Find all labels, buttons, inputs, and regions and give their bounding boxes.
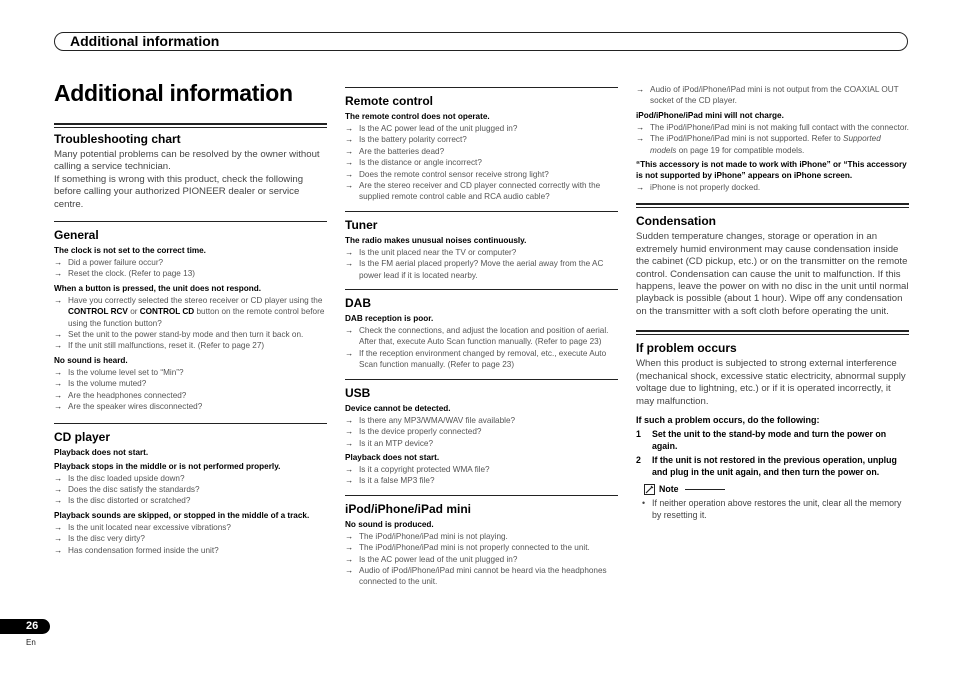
- answer: → Did a power failure occur?: [54, 258, 164, 268]
- arrow-icon: →: [54, 473, 63, 483]
- dab-heading: DAB: [345, 296, 371, 311]
- tuner-heading: Tuner: [345, 217, 378, 232]
- question: The radio makes unusual noises continuously.: [345, 235, 527, 245]
- arrow-icon: →: [54, 496, 63, 506]
- section-rule: [54, 221, 327, 222]
- answer: → Is the AC power lead of the unit plugged in?: [345, 554, 518, 564]
- question: The remote control does not operate.: [345, 112, 490, 121]
- arrow-icon: →: [54, 379, 63, 389]
- condensation-heading: Condensation: [636, 214, 716, 229]
- condensation-body: Sudden temperature changes, storage or operation in an extremely humid environment may cause condensation inside the cabinet (CD pickup, etc.) or on the transmitter on the remote control. Condensation can cause the unit to malfunction. If this happens, leave the power on with no disc in the unit until normal playback is possible (about 1 hour). Wipe off any condensation on the transmitter with a soft cloth before operating the unit.: [636, 231, 909, 317]
- column-middle: [345, 87, 618, 588]
- arrow-icon: →: [54, 367, 63, 377]
- arrow-icon: →: [345, 427, 354, 437]
- answer: → Is the disc loaded upside down?: [54, 473, 185, 483]
- answer: → Is the AC power lead of the unit plugged in?: [345, 124, 518, 133]
- answer: → The iPod/iPhone/iPad mini is not supported. Refer to Supported models on page 19 for compatible models.: [636, 134, 881, 155]
- arrow-icon: →: [345, 476, 354, 486]
- step-1: 1 Set the unit to the stand-by mode and turn the power on again.: [636, 428, 887, 451]
- answer: → Is it a copyright protected WMA file?: [345, 464, 490, 474]
- question: Playback does not start.: [345, 452, 440, 462]
- troubleshooting-intro: Many potential problems can be resolved by the owner without calling a service technician.: [54, 149, 320, 173]
- answer: → Are the headphones connected?: [54, 390, 187, 400]
- answer: → Does the disc satisfy the standards?: [54, 484, 200, 494]
- question: Playback does not start.: [54, 447, 149, 457]
- section-rule: [54, 423, 327, 424]
- step-2: 2 If the unit is not restored in the previous operation, unplug and plug in the unit again, and then turn the power on.: [636, 454, 897, 477]
- arrow-icon: →: [345, 169, 354, 179]
- answer: → iPhone is not properly docked.: [636, 183, 761, 193]
- answer: → Is the battery polarity correct?: [345, 135, 467, 145]
- arrow-icon: →: [345, 146, 354, 156]
- troubleshooting-heading: Troubleshooting chart: [54, 132, 181, 146]
- answer: → Audio of iPod/iPhone/iPad mini is not output from the COAXIAL OUT socket of the CD player.: [636, 85, 899, 106]
- question: “This accessory is not made to work with iPhone” or “This accessory is not supported by iPhone” appears on iPhone screen.: [636, 160, 907, 181]
- answer: → Set the unit to the power stand-by mode and then turn it back on.: [54, 330, 304, 340]
- arrow-icon: →: [54, 269, 63, 279]
- remote-heading: Remote control: [345, 94, 434, 108]
- arrow-icon: →: [54, 330, 63, 340]
- section-rule: [345, 211, 618, 212]
- note-pen-icon: [644, 484, 655, 495]
- arrow-icon: →: [54, 484, 63, 494]
- column-right: [636, 84, 909, 521]
- answer: → The iPod/iPhone/iPad mini is not making full contact with the connector.: [636, 122, 909, 132]
- arrow-icon: →: [345, 415, 354, 425]
- note-underline: [685, 489, 725, 490]
- answer: → Is the disc distorted or scratched?: [54, 496, 191, 506]
- column-left: [54, 123, 327, 556]
- arrow-icon: →: [345, 565, 354, 575]
- arrow-icon: →: [345, 348, 354, 358]
- section-rule: [345, 289, 618, 290]
- answer: → Is the disc very dirty?: [54, 534, 145, 544]
- answer: → Is it an MTP device?: [345, 438, 434, 448]
- answer: → The iPod/iPhone/iPad mini is not properly connected to the unit.: [345, 543, 590, 553]
- arrow-icon: →: [345, 554, 354, 564]
- arrow-icon: →: [345, 135, 354, 145]
- section-rule: [636, 330, 909, 335]
- arrow-icon: →: [54, 295, 63, 305]
- answer: → Are the speaker wires disconnected?: [54, 402, 203, 412]
- question: Device cannot be detected.: [345, 403, 451, 413]
- answer: → Does the remote control sensor receive strong light?: [345, 169, 549, 179]
- arrow-icon: →: [54, 545, 63, 555]
- answer: → Is the device properly connected?: [345, 427, 482, 437]
- arrow-icon: →: [636, 183, 645, 193]
- question: iPod/iPhone/iPad mini will not charge.: [636, 110, 784, 120]
- ipod-heading: iPod/iPhone/iPad mini: [345, 501, 472, 516]
- question: Playback stops in the middle or is not performed properly.: [54, 461, 281, 471]
- arrow-icon: →: [636, 134, 645, 144]
- page-number: 26: [0, 619, 50, 634]
- arrow-icon: →: [345, 181, 354, 191]
- answer: → Is the volume muted?: [54, 379, 147, 389]
- arrow-icon: →: [345, 247, 354, 257]
- answer: → Audio of iPod/iPhone/iPad mini cannot be heard via the headphones connected to the unit.: [345, 565, 607, 587]
- arrow-icon: →: [636, 85, 645, 94]
- arrow-icon: →: [54, 522, 63, 532]
- arrow-icon: →: [54, 402, 63, 412]
- header-title: Additional information: [70, 33, 220, 49]
- question: Playback sounds are skipped, or stopped in the middle of a track.: [54, 510, 310, 520]
- note-bullet: • If neither operation above restores the unit, clear all the memory by resetting it.: [642, 497, 902, 520]
- question: When a button is pressed, the unit does not respond.: [54, 283, 261, 293]
- arrow-icon: →: [54, 390, 63, 400]
- answer: → Is there any MP3/WMA/WAV file available?: [345, 415, 516, 425]
- usb-heading: USB: [345, 385, 371, 400]
- answer: → Are the stereo receiver and CD player connected correctly with the supplied remote control cable and RCA audio cable?: [345, 181, 601, 202]
- section-rule: [345, 379, 618, 380]
- troubleshooting-advice: If something is wrong with this product, check the following before calling your authorized PIONEER dealer or service centre.: [54, 173, 304, 210]
- arrow-icon: →: [54, 534, 63, 544]
- question: DAB reception is poor.: [345, 314, 434, 324]
- arrow-icon: →: [636, 122, 645, 132]
- answer: → Is the distance or angle incorrect?: [345, 158, 482, 168]
- question: The clock is not set to the correct time.: [54, 246, 206, 256]
- answer: → Is the FM aerial placed properly? Move the aerial away from the AC power lead if it is located nearby.: [345, 259, 604, 280]
- arrow-icon: →: [345, 543, 354, 553]
- arrow-icon: →: [345, 438, 354, 448]
- answer: → Is the unit located near excessive vibrations?: [54, 522, 231, 532]
- language-code: En: [26, 638, 36, 647]
- arrow-icon: →: [345, 326, 354, 336]
- answer: → If the unit still malfunctions, reset it. (Refer to page 27): [54, 341, 265, 351]
- arrow-icon: →: [54, 258, 63, 268]
- answer: → Have you correctly selected the stereo receiver or CD player using the CONTROL RCV or CONTROL CD button on the remote control before using the function button?: [54, 295, 325, 328]
- section-rule: [636, 203, 909, 208]
- answer: → Are the batteries dead?: [345, 146, 445, 156]
- problem-heading: If problem occurs: [636, 341, 737, 356]
- arrow-icon: →: [345, 259, 354, 269]
- arrow-icon: →: [54, 341, 63, 351]
- answer: → Is the volume level set to “Min”?: [54, 367, 184, 377]
- arrow-icon: →: [345, 158, 354, 168]
- answer: → If the reception environment changed by removal, etc., execute Auto Scan function manually. (Refer to page 23): [345, 348, 607, 370]
- arrow-icon: →: [345, 124, 354, 133]
- note-label: Note: [644, 484, 909, 495]
- answer: → The iPod/iPhone/iPad mini is not playing.: [345, 531, 508, 541]
- section-rule: [345, 87, 618, 88]
- problem-subheading: If such a problem occurs, do the following:: [636, 414, 820, 425]
- question: No sound is heard.: [54, 355, 128, 365]
- general-heading: General: [54, 228, 99, 243]
- arrow-icon: →: [345, 464, 354, 474]
- cd-player-heading: CD player: [54, 429, 111, 444]
- bullet-icon: •: [642, 497, 646, 508]
- page-title: Additional information: [54, 80, 293, 106]
- answer: → Check the connections, and adjust the location and position of aerial. After that, execute Auto Scan function manually. (Refer to page 23): [345, 326, 609, 347]
- problem-body: When this product is subjected to strong external interference (mechanical shock, excessive static electricity, abnormal supply voltage due to lightning, etc.) or if it is operated incorrectly, it may malfunction.: [636, 358, 906, 407]
- section-rule: [54, 123, 327, 128]
- answer: → Reset the clock. (Refer to page 13): [54, 269, 195, 279]
- question: No sound is produced.: [345, 519, 434, 529]
- answer: → Has condensation formed inside the unit?: [54, 545, 219, 555]
- arrow-icon: →: [345, 531, 354, 541]
- section-rule: [345, 495, 618, 496]
- answer: → Is it a false MP3 file?: [345, 476, 435, 486]
- answer: → Is the unit placed near the TV or computer?: [345, 247, 517, 257]
